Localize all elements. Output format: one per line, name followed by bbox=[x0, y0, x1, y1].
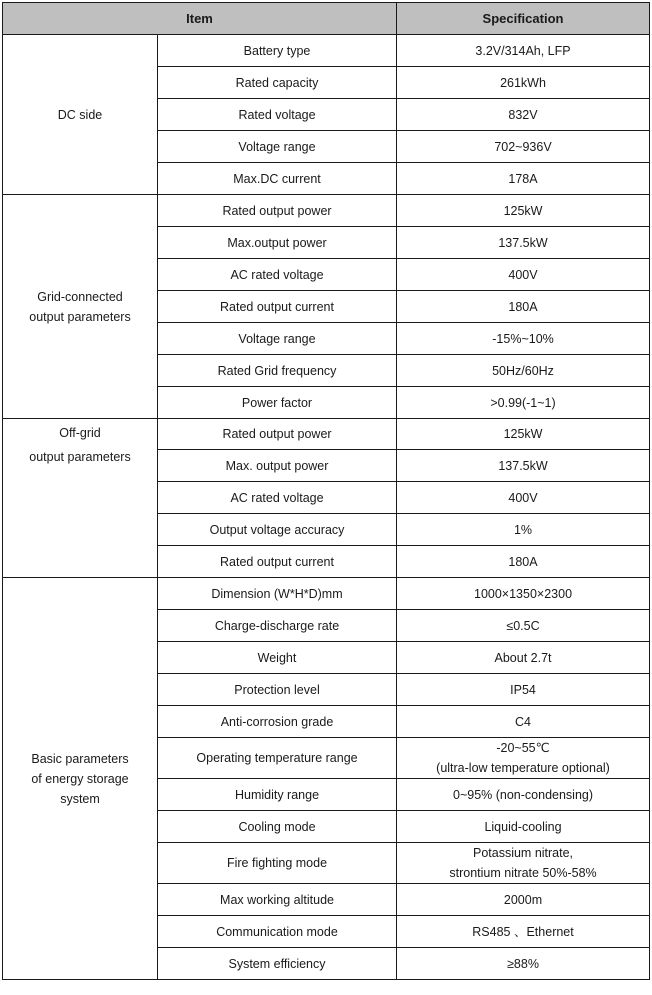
item-cell: Output voltage accuracy bbox=[158, 514, 397, 546]
value-cell bbox=[397, 706, 650, 738]
group-off-grid bbox=[3, 419, 158, 578]
value-cell bbox=[397, 578, 650, 610]
value-line: 400V bbox=[508, 267, 538, 282]
value-cell bbox=[397, 131, 650, 163]
item-cell: AC rated voltage bbox=[158, 259, 397, 291]
value-line: About 2.7t bbox=[494, 650, 552, 665]
value-line: 2000m bbox=[503, 892, 543, 907]
item-cell: Rated output current bbox=[158, 291, 397, 323]
value-cell bbox=[397, 259, 650, 291]
value-line: IP54 bbox=[510, 682, 536, 697]
group-label: Basic parameters bbox=[31, 751, 129, 766]
value-cell bbox=[397, 514, 650, 546]
value-cell bbox=[397, 916, 650, 948]
value-cell bbox=[397, 450, 650, 482]
group-dc-side bbox=[3, 35, 158, 195]
group-label: of energy storage bbox=[31, 771, 129, 786]
item-cell: Anti-corrosion grade bbox=[158, 706, 397, 738]
value-cell bbox=[397, 163, 650, 195]
value-cell bbox=[397, 738, 650, 779]
value-line: 832V bbox=[508, 107, 538, 122]
value-line: 180A bbox=[508, 554, 538, 569]
item-cell: AC rated voltage bbox=[158, 482, 397, 514]
group-label: Grid-connected bbox=[37, 289, 123, 304]
item-cell: Cooling mode bbox=[158, 811, 397, 843]
group-label: Off-grid bbox=[59, 426, 101, 440]
item-cell: Dimension (W*H*D)mm bbox=[158, 578, 397, 610]
item-cell: System efficiency bbox=[158, 948, 397, 980]
item-cell: Operating temperature range bbox=[158, 738, 397, 779]
table-row bbox=[3, 195, 650, 227]
table-row bbox=[3, 419, 650, 450]
header-row bbox=[3, 3, 650, 35]
item-cell: Voltage range bbox=[158, 131, 397, 163]
value-line: 0~95% (non-condensing) bbox=[453, 787, 594, 802]
group-label: DC side bbox=[57, 107, 103, 122]
value-cell bbox=[397, 227, 650, 259]
group-label: output parameters bbox=[29, 450, 131, 464]
value-cell bbox=[397, 35, 650, 67]
value-line: 137.5kW bbox=[498, 458, 548, 473]
item-cell: Rated Grid frequency bbox=[158, 355, 397, 387]
value-cell bbox=[397, 387, 650, 419]
value-cell bbox=[397, 482, 650, 514]
item-cell: Weight bbox=[158, 642, 397, 674]
group-basic-parameters bbox=[3, 578, 158, 980]
item-cell: Rated voltage bbox=[158, 99, 397, 131]
item-cell: Rated capacity bbox=[158, 67, 397, 99]
header-item: Item bbox=[3, 3, 397, 35]
value-cell bbox=[397, 419, 650, 450]
item-cell: Rated output current bbox=[158, 546, 397, 578]
value-line: -15%~10% bbox=[492, 331, 554, 346]
value-cell bbox=[397, 99, 650, 131]
value-line: 125kW bbox=[503, 203, 543, 218]
item-cell: Rated output power bbox=[158, 195, 397, 227]
value-cell bbox=[397, 546, 650, 578]
value-line: RS485 、Ethernet bbox=[472, 924, 574, 939]
value-cell bbox=[397, 610, 650, 642]
value-cell bbox=[397, 355, 650, 387]
value-line: 125kW bbox=[503, 427, 543, 441]
item-cell: Power factor bbox=[158, 387, 397, 419]
item-cell: Max. output power bbox=[158, 450, 397, 482]
group-grid-connected bbox=[3, 195, 158, 419]
item-cell: Humidity range bbox=[158, 779, 397, 811]
value-line: 1000×1350×2300 bbox=[474, 586, 573, 601]
value-line: 702~936V bbox=[494, 139, 552, 154]
value-cell bbox=[397, 811, 650, 843]
value-cell bbox=[397, 948, 650, 980]
item-cell: Charge-discharge rate bbox=[158, 610, 397, 642]
value-cell bbox=[397, 67, 650, 99]
value-line: 3.2V/314Ah, LFP bbox=[475, 43, 571, 58]
table-row bbox=[3, 578, 650, 610]
value-cell bbox=[397, 884, 650, 916]
item-cell: Protection level bbox=[158, 674, 397, 706]
value-cell bbox=[397, 291, 650, 323]
value-cell bbox=[397, 195, 650, 227]
value-line: strontium nitrate 50%-58% bbox=[449, 866, 597, 880]
value-line: ≥88% bbox=[507, 956, 539, 971]
item-cell: Fire fighting mode bbox=[158, 843, 397, 884]
value-cell bbox=[397, 843, 650, 884]
value-line: 178A bbox=[508, 171, 538, 186]
value-line: 1% bbox=[513, 522, 533, 537]
value-line: 400V bbox=[508, 490, 538, 505]
header-specification: Specification bbox=[397, 3, 650, 35]
value-line: 180A bbox=[508, 299, 538, 314]
value-line: 50Hz/60Hz bbox=[492, 363, 554, 378]
item-cell: Max.output power bbox=[158, 227, 397, 259]
item-cell: Rated output power bbox=[158, 419, 397, 450]
group-label: output parameters bbox=[29, 309, 131, 324]
value-line: Liquid-cooling bbox=[484, 819, 562, 834]
value-cell bbox=[397, 674, 650, 706]
item-cell: Max working altitude bbox=[158, 884, 397, 916]
value-line: 261kWh bbox=[500, 75, 546, 90]
value-cell bbox=[397, 779, 650, 811]
item-cell: Communication mode bbox=[158, 916, 397, 948]
value-line: (ultra-low temperature optional) bbox=[436, 761, 610, 775]
value-line: 137.5kW bbox=[498, 235, 548, 250]
value-line: Potassium nitrate, bbox=[472, 846, 574, 860]
item-cell: Voltage range bbox=[158, 323, 397, 355]
specification-table bbox=[2, 2, 650, 980]
value-line: ≤0.5C bbox=[506, 618, 540, 633]
value-cell bbox=[397, 323, 650, 355]
group-label: system bbox=[60, 791, 100, 806]
value-line: -20~55℃ bbox=[496, 741, 550, 755]
value-cell bbox=[397, 642, 650, 674]
value-line: C4 bbox=[515, 714, 531, 729]
item-cell: Battery type bbox=[158, 35, 397, 67]
item-cell: Max.DC current bbox=[158, 163, 397, 195]
table-row bbox=[3, 35, 650, 67]
value-line: >0.99(-1~1) bbox=[490, 395, 556, 410]
